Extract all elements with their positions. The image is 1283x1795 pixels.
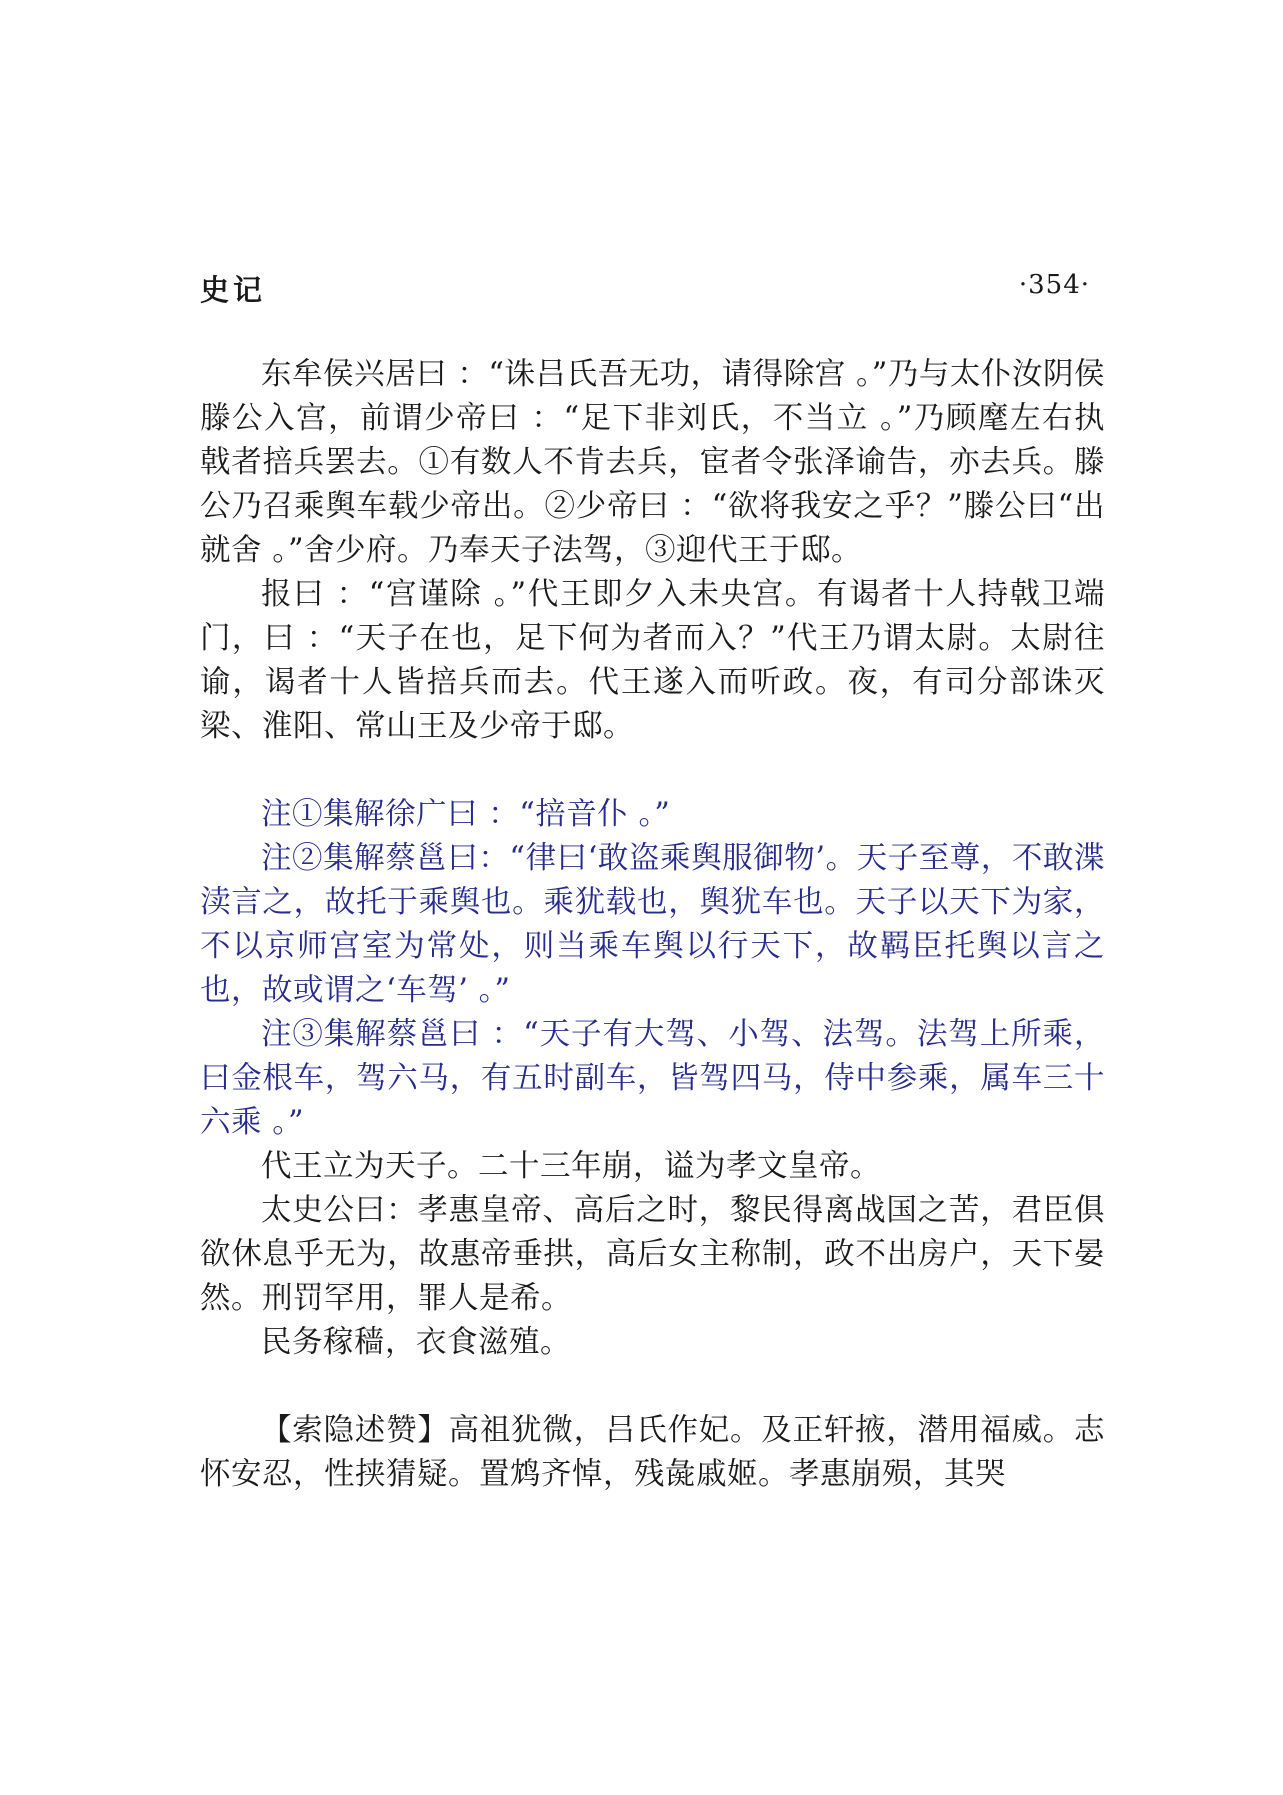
- annotation-note: 注②集解蔡邕曰：“律曰‘敢盗乘舆服御物’。天子至尊，不敢渫渎言之，故托于乘舆也。乘犹载也，舆犹车也。天子以天下为家，不以京师宫室为常处，则当乘车舆以行天下，故羁臣托舆以言之也，故或谓之‘车驾’ 。”: [200, 841, 1105, 1008]
- annotation-note: 注①集解徐广曰 ：“掊音仆 。”: [261, 797, 671, 832]
- body-paragraph: 太史公曰：孝惠皇帝、高后之时，黎民得离战国之苦，君臣俱欲休息乎无为，故惠帝垂拱，高后女主称制，政不出房户，天下晏然。刑罚罕用，罪人是希。: [200, 1193, 1105, 1316]
- eulogy-paragraph: 【索隐述赞】高祖犹微，吕氏作妃。及正轩掖，潜用福威。志怀安忍，性挟猜疑。置鸩齐悼，残彘戚姬。孝惠崩殒，其哭: [200, 1413, 1105, 1492]
- body-paragraph: 民务稼穑，衣食滋殖。: [261, 1325, 571, 1360]
- page-number: ·354·: [1018, 270, 1090, 300]
- annotation-note: 注③集解蔡邕曰 ：“天子有大驾、小驾、法驾。法驾上所乘，曰金根车，驾六马，有五时副车，皆驾四马，侍中参乘，属车三十六乘 。”: [200, 1017, 1105, 1140]
- page-content: [200, 353, 1105, 1497]
- section-gap: [200, 749, 1105, 793]
- body-paragraph: 东牟侯兴居曰 ：“诛吕氏吾无功，请得除宫 。”乃与太仆汝阴侯滕公入宫，前谓少帝曰 ：“足下非刘氏，不当立 。”乃顾麾左右执戟者掊兵罢去。①有数人不肯去兵，宦者令张泽谕告，亦去兵。滕公乃召乘舆车载少帝出。②少帝曰 ：“欲将我安之乎？”滕公曰“出就舍 。”舍少府。乃奉天子法驾，③迎代王于邸。: [200, 357, 1105, 568]
- body-paragraph: 报曰 ：“宫谨除 。”代王即夕入未央宫。有谒者十人持戟卫端门，曰 ：“天子在也，足下何为者而入？”代王乃谓太尉。太尉往谕，谒者十人皆掊兵而去。代王遂入而听政。夜，有司分部诛灭梁、淮阳、常山王及少帝于邸。: [200, 577, 1105, 744]
- page-header: [200, 268, 1090, 308]
- body-paragraph: 代王立为天子。二十三年崩，谥为孝文皇帝。: [261, 1149, 881, 1184]
- section-gap: [200, 1365, 1105, 1409]
- book-title: 史记: [200, 273, 267, 307]
